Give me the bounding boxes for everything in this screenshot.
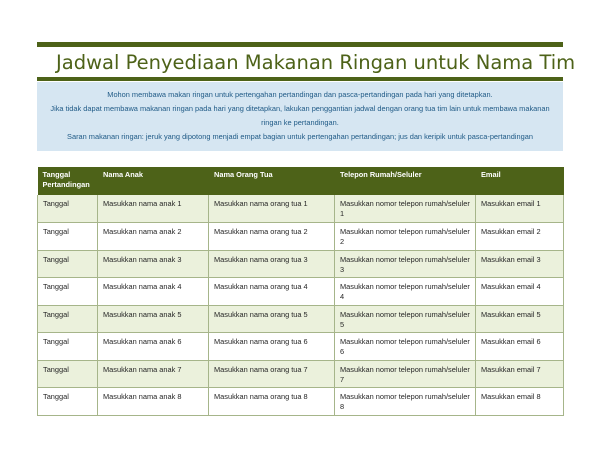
email-cell[interactable]: Masukkan email 7 (476, 360, 564, 388)
child-name-cell[interactable]: Masukkan nama anak 4 (98, 278, 209, 306)
table-row (38, 333, 564, 361)
phone-cell[interactable]: Masukkan nomor telepon rumah/seluler 3 (335, 250, 476, 278)
child-name-cell[interactable]: Masukkan nama anak 2 (98, 223, 209, 251)
parent-name-cell[interactable]: Masukkan nama orang tua 1 (209, 195, 335, 223)
instructions-box (37, 82, 563, 151)
child-name-cell[interactable]: Masukkan nama anak 3 (98, 250, 209, 278)
date-cell[interactable]: Tanggal (38, 278, 98, 306)
phone-cell[interactable]: Masukkan nomor telepon rumah/seluler 7 (335, 360, 476, 388)
header-email: Email (476, 167, 564, 195)
date-cell[interactable]: Tanggal (38, 223, 98, 251)
table-row (38, 195, 564, 223)
child-name-cell[interactable]: Masukkan nama anak 1 (98, 195, 209, 223)
page-title: Jadwal Penyediaan Makanan Ringan untuk Nama Tim (56, 51, 576, 74)
child-name-cell[interactable]: Masukkan nama anak 8 (98, 388, 209, 416)
phone-cell[interactable]: Masukkan nomor telepon rumah/seluler 8 (335, 388, 476, 416)
email-cell[interactable]: Masukkan email 5 (476, 305, 564, 333)
table-row (38, 278, 564, 306)
table-row (38, 305, 564, 333)
child-name-cell[interactable]: Masukkan nama anak 6 (98, 333, 209, 361)
phone-cell[interactable]: Masukkan nomor telepon rumah/seluler 1 (335, 195, 476, 223)
phone-cell[interactable]: Masukkan nomor telepon rumah/seluler 2 (335, 223, 476, 251)
parent-name-cell[interactable]: Masukkan nama orang tua 7 (209, 360, 335, 388)
table-row (38, 250, 564, 278)
email-cell[interactable]: Masukkan email 2 (476, 223, 564, 251)
email-cell[interactable]: Masukkan email 4 (476, 278, 564, 306)
instruction-line-1: Mohon membawa makan ringan untuk pertengahan pertandingan dan pasca-pertandingan pada hari yang ditetapkan. (107, 90, 493, 99)
header-match-date: Tanggal Pertandingan (38, 167, 98, 195)
title-rule (37, 77, 563, 81)
date-cell[interactable]: Tanggal (38, 388, 98, 416)
date-cell[interactable]: Tanggal (38, 195, 98, 223)
date-cell[interactable]: Tanggal (38, 305, 98, 333)
date-cell[interactable]: Tanggal (38, 360, 98, 388)
document (37, 42, 576, 416)
instruction-line-2: Jika tidak dapat membawa makanan ringan pada hari yang ditetapkan, lakukan penggantian jadwal dengan orang tua tim lain untuk membawa makanan ringan ke pertandingan. (50, 104, 550, 127)
date-cell[interactable]: Tanggal (38, 250, 98, 278)
phone-cell[interactable]: Masukkan nomor telepon rumah/seluler 4 (335, 278, 476, 306)
phone-cell[interactable]: Masukkan nomor telepon rumah/seluler 5 (335, 305, 476, 333)
email-cell[interactable]: Masukkan email 1 (476, 195, 564, 223)
table-body (38, 195, 564, 415)
child-name-cell[interactable]: Masukkan nama anak 5 (98, 305, 209, 333)
email-cell[interactable]: Masukkan email 6 (476, 333, 564, 361)
parent-name-cell[interactable]: Masukkan nama orang tua 6 (209, 333, 335, 361)
header-parent-name: Nama Orang Tua (209, 167, 335, 195)
email-cell[interactable]: Masukkan email 8 (476, 388, 564, 416)
instruction-line-3: Saran makanan ringan: jeruk yang dipotong menjadi empat bagian untuk pertengahan pertandingan; jus dan keripik untuk pasca-pertandingan (67, 132, 533, 141)
parent-name-cell[interactable]: Masukkan nama orang tua 5 (209, 305, 335, 333)
parent-name-cell[interactable]: Masukkan nama orang tua 4 (209, 278, 335, 306)
email-cell[interactable]: Masukkan email 3 (476, 250, 564, 278)
header-phone: Telepon Rumah/Seluler (335, 167, 476, 195)
table-row (38, 360, 564, 388)
child-name-cell[interactable]: Masukkan nama anak 7 (98, 360, 209, 388)
header-child-name: Nama Anak (98, 167, 209, 195)
phone-cell[interactable]: Masukkan nomor telepon rumah/seluler 6 (335, 333, 476, 361)
table-row (38, 223, 564, 251)
date-cell[interactable]: Tanggal (38, 333, 98, 361)
parent-name-cell[interactable]: Masukkan nama orang tua 2 (209, 223, 335, 251)
table-header-row (38, 167, 564, 195)
parent-name-cell[interactable]: Masukkan nama orang tua 8 (209, 388, 335, 416)
table-row (38, 388, 564, 416)
snack-schedule-table (37, 167, 564, 416)
parent-name-cell[interactable]: Masukkan nama orang tua 3 (209, 250, 335, 278)
